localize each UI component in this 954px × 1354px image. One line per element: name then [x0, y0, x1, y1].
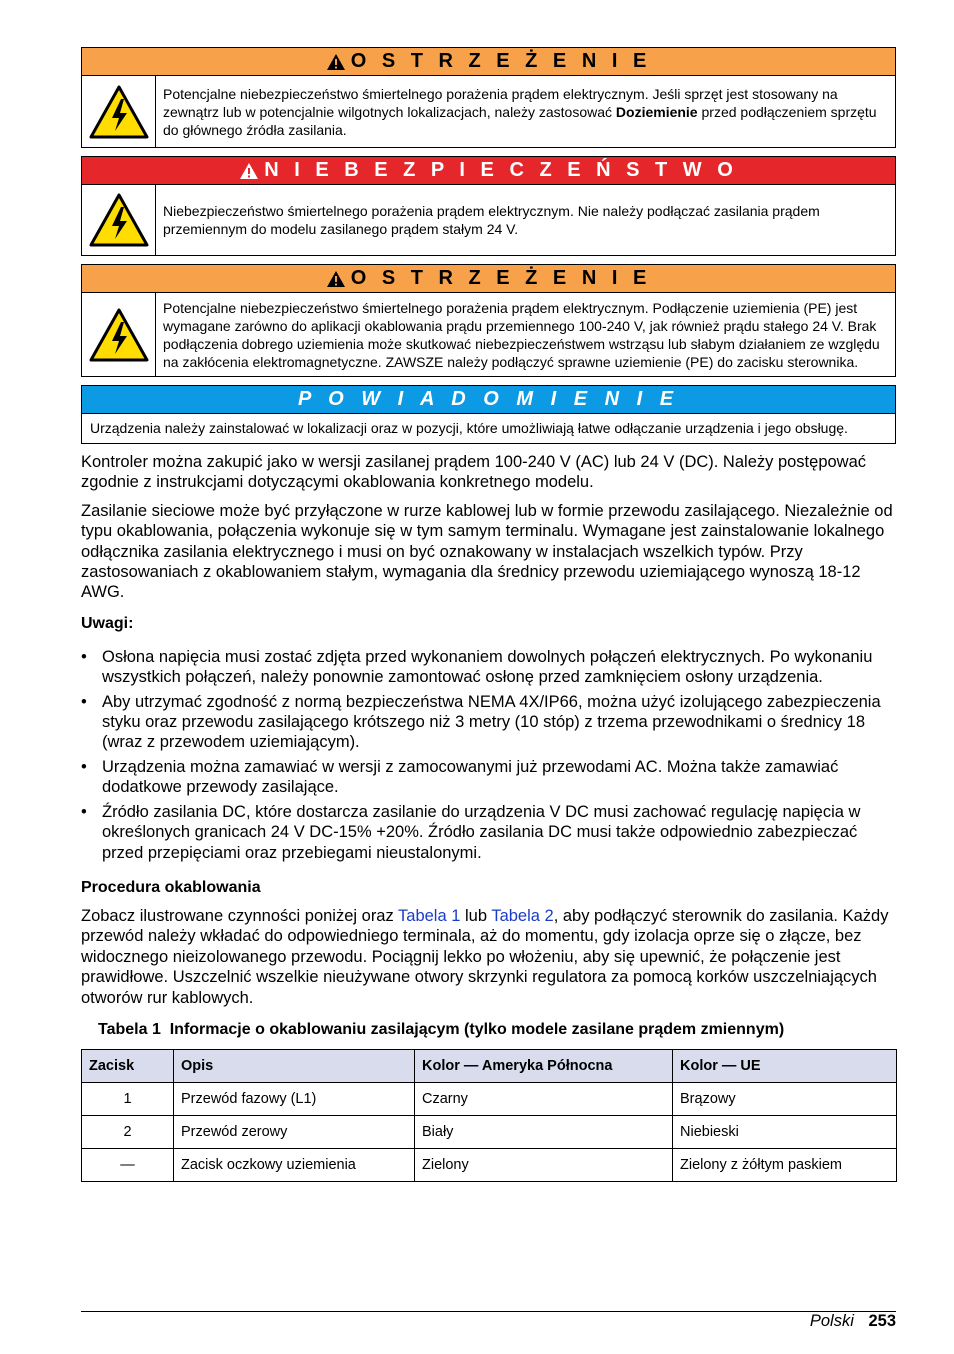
- electrical-hazard-icon: [82, 185, 156, 255]
- table-2-link[interactable]: Tabela 2: [491, 906, 554, 925]
- warning-text: Potencjalne niebezpieczeństwo śmiertelnego porażenia prądem elektrycznym. Jeśli sprzęt jest stosowany na zewnątrz lub w potencjalnie wilgotnych lokalizacjach, należy zastosować Doziemienie przed podłączeniem sprzętu do głównego źródła zasilania.: [163, 86, 877, 138]
- list-item: • Osłona napięcia musi zostać zdjęta przed wykonaniem dowolnych połączeń elektrycznych. Po wykonaniu wszystkich połączeń, należy ponownie zamontować osłonę przed zamknięciem osłony urządzenia.: [81, 647, 873, 687]
- notes-title: Uwagi:: [81, 614, 134, 632]
- danger-header: [82, 157, 895, 185]
- table-row: [82, 1148, 897, 1181]
- table-cell: Czarny: [415, 1082, 673, 1115]
- column-header: Kolor — UE: [673, 1049, 897, 1082]
- table-cell: —: [82, 1148, 174, 1181]
- warning-box-grounding: [81, 47, 896, 148]
- danger-text: Niebezpieczeństwo śmiertelnego porażenia prądem elektrycznym. Nie należy podłączać zasilania prądem przemiennym do modelu zasilanego prądem stałym 24 V.: [163, 203, 820, 237]
- bullet: •: [81, 692, 87, 711]
- table-header-row: [82, 1049, 897, 1082]
- notes-list: [81, 647, 896, 863]
- procedure-title: Procedura okablowania: [81, 878, 261, 896]
- table-cell: Niebieski: [673, 1115, 897, 1148]
- electrical-hazard-icon: [82, 293, 156, 376]
- warning-header: [82, 48, 895, 76]
- column-header: Opis: [174, 1049, 415, 1082]
- table-cell: Zielony z żółtym paskiem: [673, 1148, 897, 1181]
- page-content: [81, 47, 896, 1182]
- table-caption: Tabela 1 Informacje o okablowaniu zasilającym (tylko modele zasilane prądem zmiennym): [98, 1020, 785, 1038]
- warning-box-earth: [81, 264, 896, 377]
- footer-divider: [81, 1311, 896, 1312]
- notice-text: Urządzenia należy zainstalować w lokalizacji oraz w pozycji, które umożliwiają łatwe odłączanie urządzenia i jego obsługę.: [90, 420, 848, 436]
- wiring-table: [81, 1049, 897, 1182]
- danger-triangle-icon: [239, 162, 259, 180]
- page-footer: [810, 1312, 896, 1331]
- warning-bold-term: Doziemienie: [615, 104, 698, 120]
- table-cell: Zielony: [415, 1148, 673, 1181]
- table-cell: Biały: [415, 1115, 673, 1148]
- table-row: [82, 1082, 897, 1115]
- table-cell: 1: [82, 1082, 174, 1115]
- list-item: • Urządzenia można zamawiać w wersji z zamocowanymi już przewodami AC. Można także zamawiać dodatkowe przewody zasilające.: [81, 757, 839, 797]
- warning-triangle-icon: [326, 270, 346, 288]
- procedure-text: Zobacz ilustrowane czynności poniżej oraz Tabela 1 lub Tabela 2, aby podłączyć sterownik do zasilania. Każdy przewód należy wkładać do odpowiedniego terminala, aż do momentu, gdy izolacja oprze się o złącze, bez widocznego nieizolowanego przewodu. Pociągnij lekko po włożeniu, aby się upewnić, że połączenie jest prawidłowe. Uszczelnić wszelkie nieużywane otwory skrzynki regulatora za pomocą korków uszczelniających otworów rur kablowych.: [81, 906, 889, 1007]
- warning-header-label: O S T R Z E Ż E N I E: [350, 50, 652, 72]
- list-item: • Aby utrzymać zgodność z normą bezpieczeństwa NEMA 4X/IP66, można użyć izolującego zabezpieczenia styku oraz przewodu zasilającego krótszego niż 3 metry (10 stóp) z trzema przewodnikami o średnicy 18 (wraz z przewodem uziemiającym).: [81, 692, 881, 752]
- table-cell: Przewód fazowy (L1): [174, 1082, 415, 1115]
- bullet: •: [81, 757, 87, 776]
- paragraph-intro: Kontroler można zakupić jako w wersji zasilanej prądem 100-240 V (AC) lub 24 V (DC). Należy postępować zgodnie z instrukcjami dotyczącymi okablowania konkretnego modelu.: [81, 453, 867, 492]
- danger-box: [81, 156, 896, 256]
- warning-triangle-icon: [326, 53, 346, 71]
- notice-box: [81, 385, 896, 444]
- warning-header: [82, 265, 895, 293]
- page-number: 253: [868, 1312, 896, 1330]
- table-1-link[interactable]: Tabela 1: [398, 906, 461, 925]
- column-header: Kolor — Ameryka Północna: [415, 1049, 673, 1082]
- notice-header: P O W I A D O M I E N I E: [82, 386, 895, 414]
- footer-language: Polski: [809, 1312, 854, 1330]
- paragraph-mains: Zasilanie sieciowe może być przyłączone w rurze kablowej lub w formie przewodu zasilającego. Niezależnie od typu okablowania, połączenia wykonuje się w tym samym terminalu. Wymagane jest zainstalowanie lokalnego odłącznika zasilania elektrycznego i musi on być oznakowany w instalacjach wszelkich typów. Przy zastosowaniach z okablowaniem stałym, wymagania dla średnicy przewodu uziemiającego wynoszą 18-12 AWG.: [81, 501, 893, 602]
- table-cell: Brązowy: [673, 1082, 897, 1115]
- column-header: Zacisk: [82, 1049, 174, 1082]
- electrical-hazard-icon: [82, 76, 156, 147]
- bullet: •: [81, 647, 87, 666]
- table-row: [82, 1115, 897, 1148]
- table-cell: 2: [82, 1115, 174, 1148]
- bullet: •: [81, 802, 87, 821]
- list-item: • Źródło zasilania DC, które dostarcza zasilanie do urządzenia V DC musi zachować regulację napięcia w określonych granicach 24 V DC-15% +20%. Źródło zasilania DC musi także odpowiednio zabezpieczać przed przepięciami oraz przebiegami nieustalonymi.: [81, 802, 861, 862]
- table-cell: Zacisk oczkowy uziemienia: [174, 1148, 415, 1181]
- danger-header-label: N I E B E Z P I E C Z E Ń S T W O: [264, 159, 738, 181]
- warning-header-label: O S T R Z E Ż E N I E: [350, 267, 652, 289]
- table-cell: Przewód zerowy: [174, 1115, 415, 1148]
- warning-text: Potencjalne niebezpieczeństwo śmiertelnego porażenia prądem elektrycznym. Podłączenie uziemienia (PE) jest wymagane zarówno do aplikacji okablowania prądu przemiennego 100-240 V, jak również prądu stałego 24 V. Brak podłączenia dobrego uziemienia może skutkować niebezpieczeństwem wstrząsu lub słabym działaniem ze względu na zakłócenia elektromagnetyczne. ZAWSZE należy podłączyć sprawne uziemienie (PE) do zacisku sterownika.: [163, 300, 880, 370]
